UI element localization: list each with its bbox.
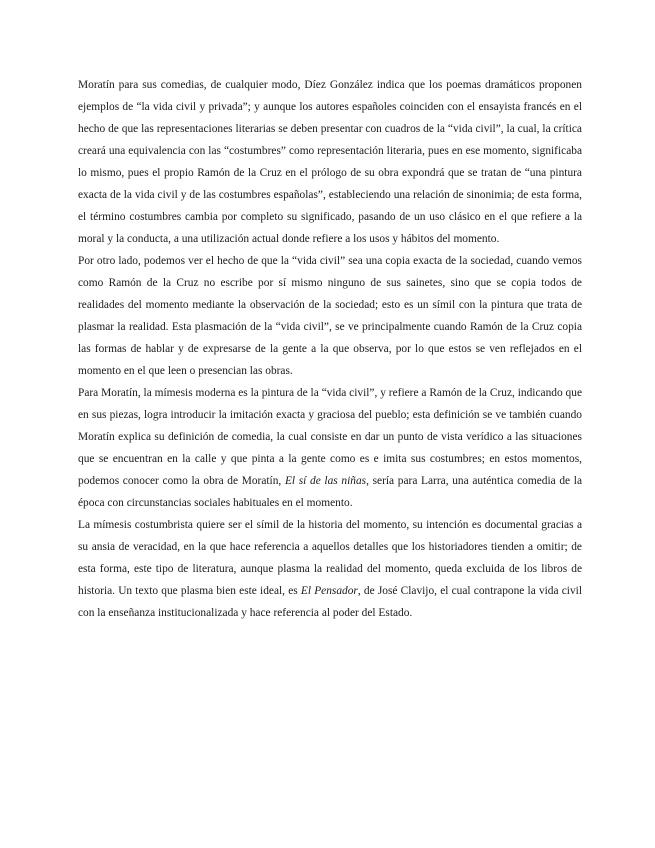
paragraph-4-text-b: , de José Clavijo, el cual contrapone la vida civil con la enseñanza institucionalizada y hace referencia al poder del Estado.: [78, 585, 582, 619]
paragraph-1-text: Moratín para sus comedias, de cualquier modo, Díez González indica que los poemas dramáticos proponen ejemplos de “la vida civil y privada”; y aunque los autores españoles coinciden con el ensayista francés en el hecho de que las representaciones literarias se deben presentar con cuadros de la “vida civil”, la cual, la crítica creará una equivalencia con las “costumbres” como representación literaria, pues en ese momento, significaba lo mismo, pues el propio Ramón de la Cruz en el prólogo de su obra expondrá que se tratan de “una pintura exacta de la vida civil y de las costumbres españolas”, estableciendo una relación de sinonimia; de esta forma, el término costumbres cambia por completo su significado, pasando de un uso clásico en el que refiere a la moral y la conducta, a una utilización actual donde refiere a los usos y hábitos del momento.: [78, 79, 582, 245]
paragraph-3: [78, 382, 582, 514]
paragraph-3-text-b: , sería para Larra, una auténtica comedia de la época con circunstancias sociales habituales en el momento.: [78, 475, 583, 509]
work-title-el-si-de-las-ninas: El sí de las niñas: [284, 475, 367, 487]
work-title-el-pensador: El Pensador: [300, 585, 358, 597]
paragraph-4-text-a: La mímesis costumbrista quiere ser el símil de la historia del momento, su intención es documental gracias a su ansia de veracidad, en la que hace referencia a aquellos detalles que los historiadores tienden a omitir; de esta forma, este tipo de literatura, aunque plasma la realidad del momento, queda excluida de los libros de historia. Un texto que plasma bien este ideal, es: [78, 519, 582, 597]
paragraph-2: [78, 250, 582, 382]
paragraph-2-text: Por otro lado, podemos ver el hecho de que la “vida civil” sea una copia exacta de la sociedad, cuando vemos como Ramón de la Cruz no escribe por sí mismo ninguno de sus sainetes, sino que se copia todos de realidades del momento mediante la observación de la sociedad; esto es un símil con la pintura que trata de plasmar la realidad. Esta plasmación de la “vida civil”, se ve principalmente cuando Ramón de la Cruz copia las formas de hablar y de expresarse de la gente a la que observa, por lo que estos se ven reflejados en el momento en el que leen o presencian las obras.: [78, 255, 582, 377]
paragraph-1: [78, 74, 582, 250]
document-text: [78, 74, 582, 624]
paragraph-4: [78, 514, 582, 624]
paragraph-3-text-a: Para Moratín, la mímesis moderna es la pintura de la “vida civil”, y refiere a Ramón de la Cruz, indicando que en sus piezas, logra introducir la imitación exacta y graciosa del pueblo; esta definición se ve también cuando Moratín explica su definición de comedia, la cual consiste en dar un punto de vista verídico a las situaciones que se encuentran en la calle y que pinta a la gente como es e imita sus costumbres; en estos momentos, podemos conocer como la obra de Moratín,: [78, 387, 582, 487]
